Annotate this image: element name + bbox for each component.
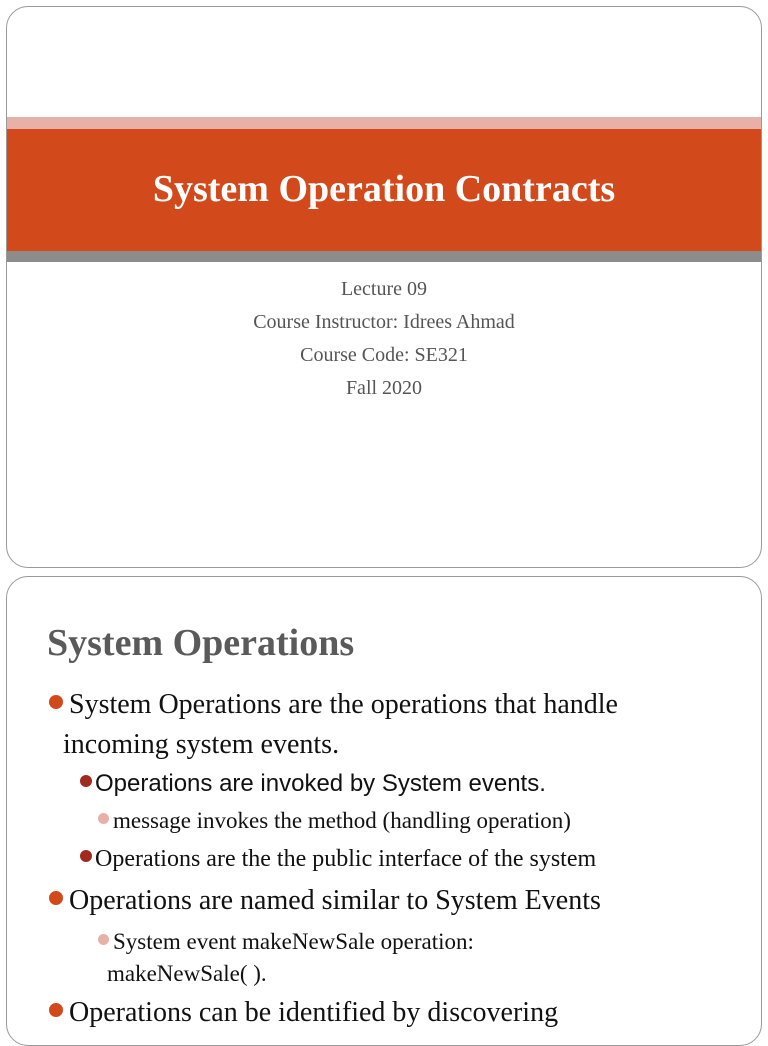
bullet-dot-icon (98, 934, 109, 945)
bullet-dot-icon (98, 813, 109, 824)
list-item: Operations are the the public interface of the system (95, 842, 735, 876)
course-instructor: Course Instructor: Idrees Ahmad (253, 311, 515, 333)
list-item: System event makeNewSale operation: makeNewSale( ). (113, 926, 733, 990)
bullet-dot-icon (80, 775, 92, 787)
list-item: Operations can be identified by discovering (69, 993, 739, 1033)
bottom-accent-stripe (7, 251, 761, 262)
bullet-dot-icon (49, 695, 63, 709)
bullet-dot-icon (49, 1003, 63, 1017)
bullet-dot-icon (49, 891, 63, 905)
semester: Fall 2020 (345, 377, 423, 399)
top-accent-stripe (7, 117, 761, 129)
bullet-dot-icon (80, 850, 92, 862)
list-item: System Operations are the operations that handle incoming system events. (69, 685, 739, 765)
title-slide (6, 6, 762, 568)
list-item: message invokes the method (handling operation) (113, 805, 733, 837)
slide-title: System Operations (47, 622, 355, 664)
list-item: Operations are named similar to System Events (69, 881, 739, 921)
content-slide (6, 576, 762, 1046)
course-code: Course Code: SE321 (300, 344, 468, 366)
lecture-number: Lecture 09 (340, 278, 428, 300)
list-item: Operations are invoked by System events. (95, 767, 735, 801)
slide-title: System Operation Contracts (152, 168, 616, 210)
slide-subtitle (7, 273, 761, 405)
